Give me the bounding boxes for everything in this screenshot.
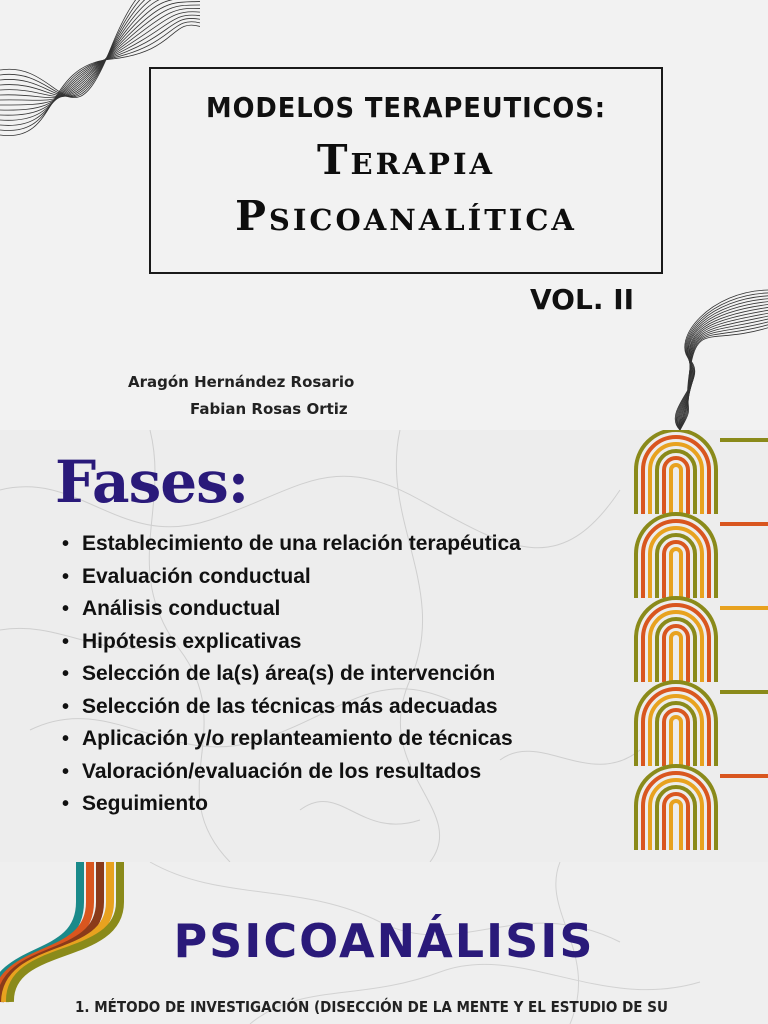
psicoanalisis-slide — [0, 862, 768, 1024]
list-item: • Análisis conductual — [62, 593, 521, 626]
fases-heading: Fases: — [55, 448, 249, 516]
list-item: • Evaluación conductual — [62, 561, 521, 594]
author-name: Aragón Hernández Rosario — [128, 373, 355, 391]
list-item: • Valoración/evaluación de los resultados — [62, 756, 521, 789]
list-item: • Selección de las técnicas más adecuadas — [62, 691, 521, 724]
cover-slide — [0, 0, 768, 430]
psicoanalisis-subtitle: 1. MÉTODO DE INVESTIGACIÓN (DISECCIÓN DE LA MENTE Y EL ESTUDIO DE SU — [75, 998, 668, 1016]
title-box — [149, 67, 663, 274]
striped-pattern-decoration — [632, 430, 768, 862]
author-name: Fabian Rosas Ortiz — [190, 400, 348, 418]
main-title-line-2: Psicoanalítica — [235, 192, 577, 240]
volume-label: VOL. II — [530, 283, 635, 316]
main-title-line-1: Terapia — [316, 136, 496, 184]
phase-list — [62, 528, 521, 821]
list-item: • Hipótesis explicativas — [62, 626, 521, 659]
psicoanalisis-heading: PSICOANÁLISIS — [173, 914, 595, 968]
list-item: • Establecimiento de una relación terapéutica — [62, 528, 521, 561]
series-title: MODELOS TERAPEUTICOS: — [206, 91, 606, 124]
list-item: • Aplicación y/o replanteamiento de técnicas — [62, 723, 521, 756]
list-item: • Seguimiento — [62, 788, 521, 821]
list-item: • Selección de la(s) área(s) de intervención — [62, 658, 521, 691]
fases-slide — [0, 430, 768, 862]
wave-lines-decoration — [650, 280, 768, 430]
